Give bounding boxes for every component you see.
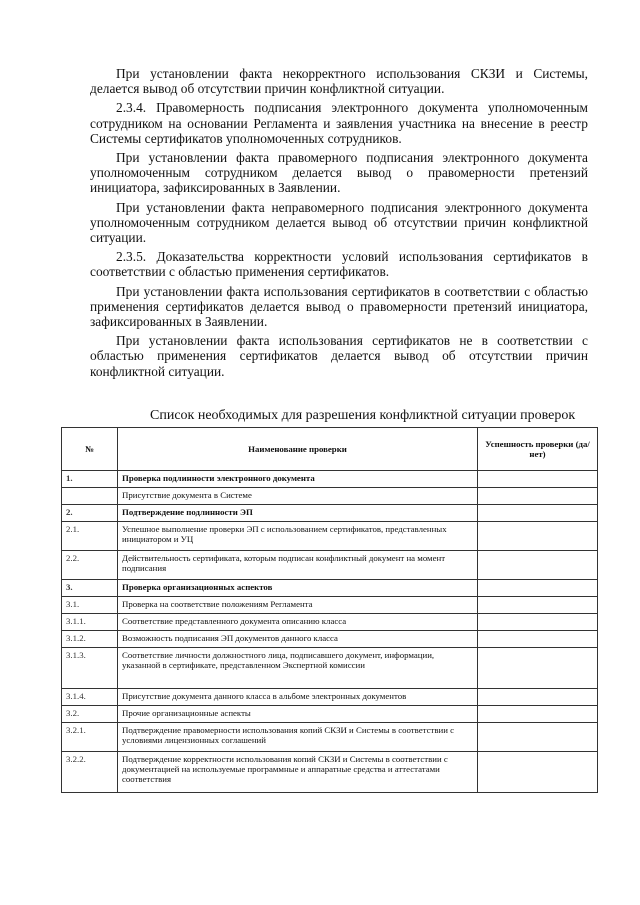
table-row (62, 505, 598, 522)
row-check-name: Подтверждение корректности использования копий СКЗИ и Системы в соответствии с документацией на используемые программные и аппаратные средства и аттестатами соответствия (118, 752, 478, 793)
row-result-cell (478, 723, 598, 752)
table-row (62, 522, 598, 551)
row-check-name: Присутствие документа данного класса в альбоме электронных документов (118, 689, 478, 706)
table-row (62, 706, 598, 723)
row-number: 3.1.3. (62, 648, 118, 689)
row-check-name: Успешное выполнение проверки ЭП с использованием сертификатов, представленных инициатором и УЦ (118, 522, 478, 551)
table-row (62, 471, 598, 488)
body-text (90, 66, 588, 383)
table-row (62, 488, 598, 505)
row-number: 1. (62, 471, 118, 488)
header-ok: Успешность проверки (да/нет) (478, 428, 598, 471)
table-caption: Список необходимых для разрешения конфликтной ситуации проверок (150, 408, 576, 423)
paragraph: 2.3.4. Правомерность подписания электронного документа уполномоченным сотрудником на основании Регламента и заявления участника на внесение в реестр Системы сертификатов уполномоченных сотрудников. (90, 100, 588, 146)
row-number: 3.1.4. (62, 689, 118, 706)
row-result-cell (478, 488, 598, 505)
row-result-cell (478, 631, 598, 648)
table-header-row (62, 428, 598, 471)
row-number: 3.2.2. (62, 752, 118, 793)
row-result-cell (478, 648, 598, 689)
row-number: 3.1.2. (62, 631, 118, 648)
table-row (62, 752, 598, 793)
row-result-cell (478, 689, 598, 706)
paragraph: 2.3.5. Доказательства корректности условий использования сертификатов в соответствии с областью применения сертификатов. (90, 249, 588, 280)
table-row (62, 723, 598, 752)
row-number (62, 488, 118, 505)
row-result-cell (478, 471, 598, 488)
row-check-name: Соответствие личности должностного лица, подписавшего документ, информации, указанной в сертификате, представленном Экспертной комиссии (118, 648, 478, 689)
table-row (62, 648, 598, 689)
row-check-name: Соответствие представленного документа описанию класса (118, 614, 478, 631)
table-body (62, 471, 598, 793)
row-number: 3.1.1. (62, 614, 118, 631)
row-number: 3.1. (62, 597, 118, 614)
row-result-cell (478, 522, 598, 551)
row-check-name: Проверка организационных аспектов (118, 580, 478, 597)
row-result-cell (478, 597, 598, 614)
row-number: 2.1. (62, 522, 118, 551)
paragraph: При установлении факта правомерного подписания электронного документа уполномоченным сотрудником делается вывод о правомерности претензий инициатора, зафиксированных в Заявлении. (90, 150, 588, 196)
row-result-cell (478, 614, 598, 631)
header-name: Наименование проверки (118, 428, 478, 471)
paragraph: При установлении факта неправомерного подписания электронного документа уполномоченным сотрудником делается вывод об отсутствии причин конфликтной ситуации. (90, 199, 588, 246)
checks-table (61, 427, 598, 793)
paragraph: При установлении факта некорректного использования СКЗИ и Системы, делается вывод об отсутствии причин конфликтной ситуации. (90, 66, 588, 97)
table-row (62, 551, 598, 580)
row-number: 3. (62, 580, 118, 597)
row-result-cell (478, 505, 598, 522)
row-result-cell (478, 752, 598, 793)
table-row (62, 597, 598, 614)
row-check-name: Действительность сертификата, которым подписан конфликтный документ на момент подписания (118, 551, 478, 580)
row-check-name: Возможность подписания ЭП документов данного класса (118, 631, 478, 648)
table-row (62, 689, 598, 706)
table-row (62, 631, 598, 648)
paragraph: При установлении факта использования сертификатов в соответствии с областью применения сертификатов делается вывод о правомерности претензий инициатора, зафиксированных в Заявлении. (90, 283, 588, 330)
table-row (62, 614, 598, 631)
row-check-name: Подтверждение подлинности ЭП (118, 505, 478, 522)
row-result-cell (478, 580, 598, 597)
row-check-name: Подтверждение правомерности использования копий СКЗИ и Системы в соответствии с условиями лицензионных соглашений (118, 723, 478, 752)
header-num: № (62, 428, 118, 471)
row-number: 3.2. (62, 706, 118, 723)
row-check-name: Проверка на соответствие положениям Регламента (118, 597, 478, 614)
row-check-name: Проверка подлинности электронного документа (118, 471, 478, 488)
row-number: 2. (62, 505, 118, 522)
row-result-cell (478, 706, 598, 723)
paragraph: При установлении факта использования сертификатов не в соответствии с областью применения сертификатов делается вывод об отсутствии причин конфликтной ситуации. (90, 333, 588, 379)
table-row (62, 580, 598, 597)
row-check-name: Прочие организационные аспекты (118, 706, 478, 723)
row-result-cell (478, 551, 598, 580)
row-number: 2.2. (62, 551, 118, 580)
row-number: 3.2.1. (62, 723, 118, 752)
row-check-name: Присутствие документа в Системе (118, 488, 478, 505)
